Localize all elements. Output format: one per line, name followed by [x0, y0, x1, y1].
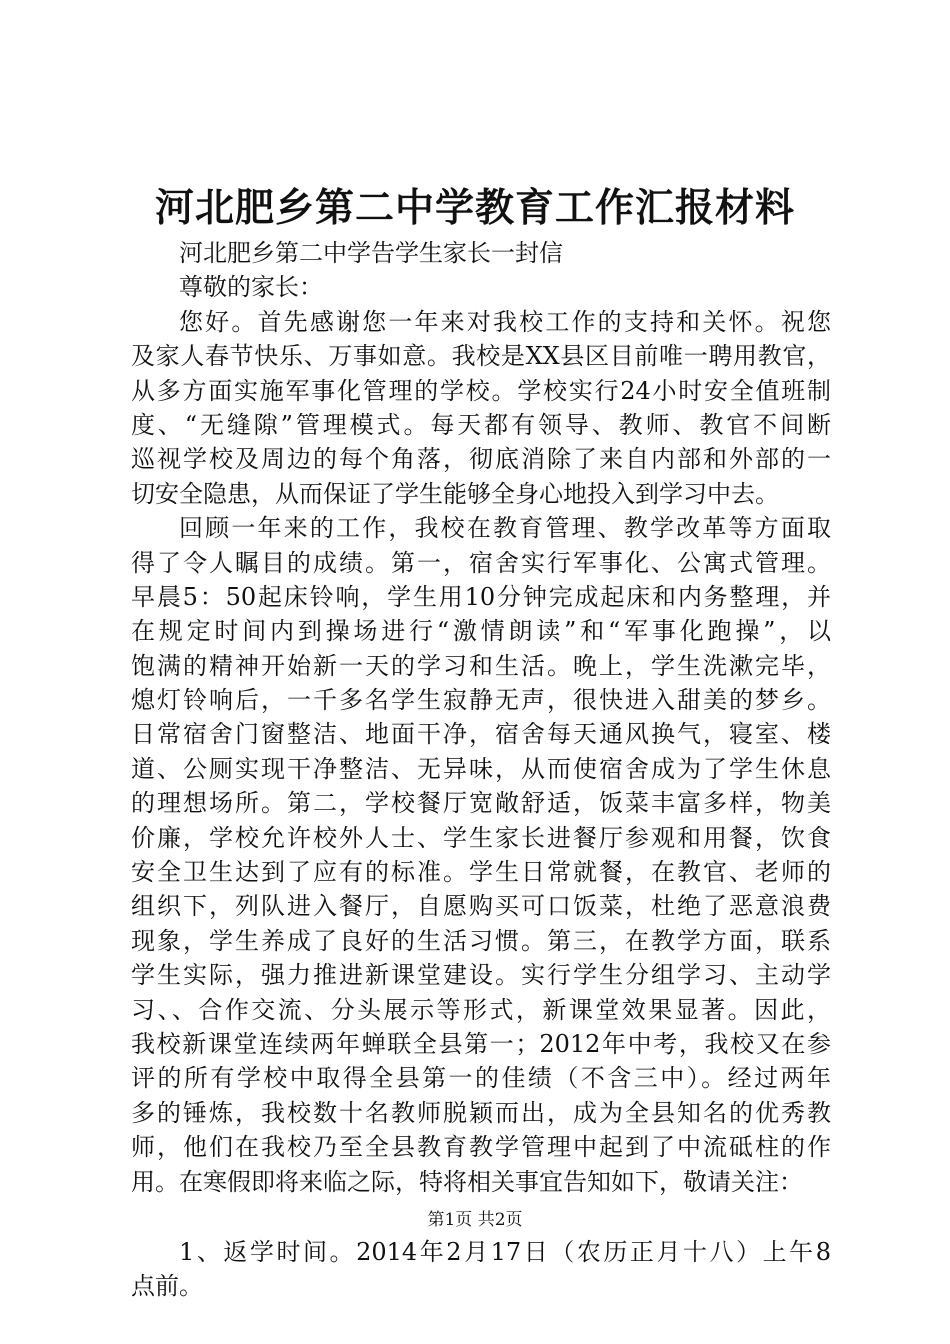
letter-heading: 河北肥乡第二中学告学生家长一封信: [179, 239, 563, 267]
paragraph-2: [131, 511, 831, 1199]
document-title: 河北肥乡第二中学教育工作汇报材料: [154, 185, 795, 231]
paragraph-line: 巡视学校及周边的每个角落，彻底消除了来自内部和外部的一: [131, 445, 831, 474]
paragraph-line: 切安全隐患，从而保证了学生能够全身心地投入到学习中去。: [131, 479, 779, 508]
paragraph-line: 我校新课堂连续两年蝉联全县第一；2012年中考，我校又在参: [131, 1029, 831, 1058]
paragraph-line: 及家人春节快乐、万事如意。我校是XX县区目前唯一聘用教官，: [131, 342, 831, 371]
paragraph-line: 在规定时间内到操场进行“激情朗读”和“军事化跑操”，以: [131, 617, 831, 646]
paragraph-line: 1、返学时间。2014年2月17日（农历正月十八）上午8: [179, 1237, 831, 1266]
page-number-footer: 第1页 共2页: [427, 1210, 523, 1230]
paragraph-1: [131, 305, 831, 511]
paragraph-line: 用。在寒假即将来临之际，特将相关事宜告知如下，敬请关注：: [131, 1167, 803, 1196]
paragraph-3: [131, 1235, 831, 1304]
paragraph-line: 从多方面实施军事化管理的学校。学校实行24小时安全值班制: [131, 376, 831, 405]
letter-salutation: 尊敬的家长：: [179, 273, 323, 302]
paragraph-line: 习、、合作交流、分头展示等形式，新课堂效果显著。因此，: [131, 995, 831, 1024]
paragraph-line: 得了令人瞩目的成绩。第一，宿舍实行军事化、公寓式管理。: [131, 548, 831, 577]
paragraph-line: 安全卫生达到了应有的标准。学生日常就餐，在教官、老师的: [131, 858, 831, 887]
document-body: [131, 236, 831, 1304]
paragraph-line: 饱满的精神开始新一天的学习和生活。晚上，学生洗漱完毕，: [131, 651, 831, 680]
paragraph-line: 多的锤炼，我校数十名教师脱颖而出，成为全县知名的优秀教: [131, 1098, 831, 1127]
paragraph-line: 日常宿舍门窗整洁、地面干净，宿舍每天通风换气，寝室、楼: [131, 720, 831, 749]
paragraph-line: 道、公厕实现干净整洁、无异味，从而使宿舍成为了学生休息: [131, 754, 831, 783]
paragraph-line: 价廉，学校允许校外人士、学生家长进餐厅参观和用餐，饮食: [131, 823, 831, 852]
paragraph-line: 学生实际，强力推进新课堂建设。实行学生分组学习、主动学: [131, 961, 831, 990]
paragraph-line: 师，他们在我校乃至全县教育教学管理中起到了中流砥柱的作: [131, 1133, 831, 1162]
paragraph-line: 您好。首先感谢您一年来对我校工作的支持和关怀。祝您: [179, 307, 831, 336]
paragraph-line: 度、“无缝隙”管理模式。每天都有领导、教师、教官不间断: [131, 410, 831, 439]
paragraph-line: 早晨5：50起床铃响，学生用10分钟完成起床和内务整理，并: [131, 582, 831, 611]
paragraph-line: 的理想场所。第二，学校餐厅宽敞舒适，饭菜丰富多样，物美: [131, 789, 831, 818]
paragraph-line: 现象，学生养成了良好的生活习惯。第三，在教学方面，联系: [131, 926, 831, 955]
paragraph-line: 回顾一年来的工作，我校在教育管理、教学改革等方面取: [179, 514, 831, 543]
paragraph-line: 组织下，列队进入餐厅，自愿购买可口饭菜，杜绝了恶意浪费: [131, 892, 831, 921]
paragraph-line: 熄灯铃响后，一千多名学生寂静无声，很快进入甜美的梦乡。: [131, 686, 831, 715]
paragraph-line: 评的所有学校中取得全县第一的佳绩（不含三中）。经过两年: [131, 1064, 831, 1093]
paragraph-line: 点前。: [131, 1272, 203, 1301]
